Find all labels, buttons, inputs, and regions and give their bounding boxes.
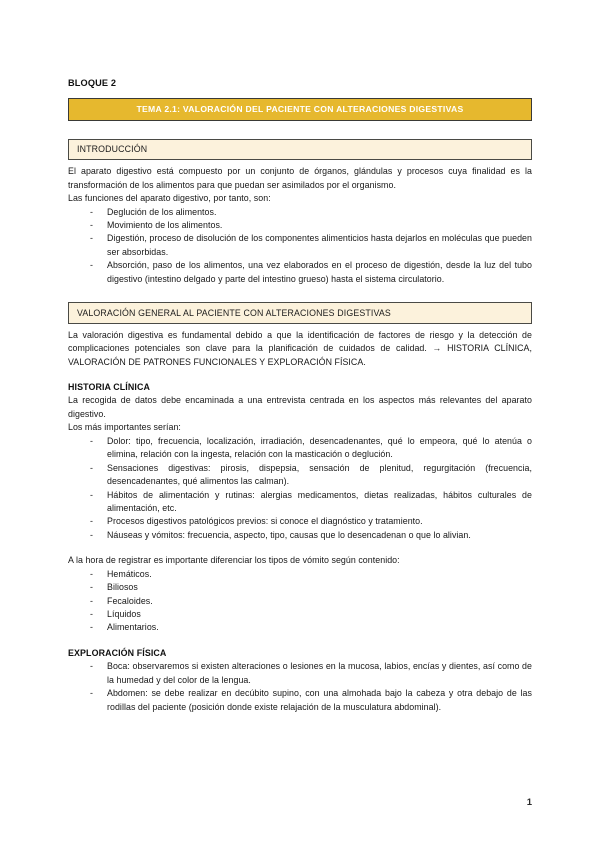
historia-clinica-paragraph-1: La recogida de datos debe encaminada a una entrevista centrada en los aspectos más relevantes del aparato digestivo.: [68, 395, 532, 419]
historia-clinica-list: [68, 435, 532, 543]
list-item: - Abdomen: se debe realizar en decúbito supino, con una almohada bajo la cabeza y otra debajo de las rodillas del paciente (posición donde existe relajación de la musculatura abdominal).: [68, 687, 532, 714]
list-item: - Líquidos: [68, 608, 532, 621]
heading-historia-clinica: HISTORIA CLÍNICA: [68, 382, 150, 393]
list-item: - Dolor: tipo, frecuencia, localización, irradiación, desencadenantes, qué lo empeora, qué lo atenúa o elimina, relación con la ingesta, relación con la masticación o deglución.: [68, 435, 532, 462]
list-item: - Sensaciones digestivas: pirosis, dispepsia, sensación de plenitud, regurgitación (frecuencia, desencadenantes, qué alimentos las calman).: [68, 462, 532, 489]
topic-title-banner: [68, 98, 532, 121]
spacer: [68, 369, 532, 381]
page-number: 1: [526, 797, 532, 808]
list-item: - Boca: observaremos si existen alteraciones o lesiones en la mucosa, labios, encías y dientes, así como de la humedad y del color de la lengua.: [68, 660, 532, 687]
vomitos-paragraph: A la hora de registrar es importante diferenciar los tipos de vómito según contenido:: [68, 555, 400, 566]
list-item: - Deglución de los alimentos.: [68, 206, 532, 219]
valoracion-general-paragraph: La valoración digestiva es fundamental debido a que la identificación de factores de riesgo y la detección de complicaciones potenciales son clave para la planificación de cuidados de calidad. → HISTORIA CLÍNICA, VALORACIÓN DE PATRONES FUNCIONALES Y EXPLORACIÓN FÍSICA.: [68, 329, 532, 367]
spacer: [68, 542, 532, 554]
list-item: - Movimiento de los alimentos.: [68, 219, 532, 232]
list-item: - Digestión, proceso de disolución de los componentes alimenticios hasta dejarlos en moléculas que pueden ser absorbidas.: [68, 232, 532, 259]
section-header-valoracion-general: [68, 302, 532, 324]
topic-title-text: TEMA 2.1: VALORACIÓN DEL PACIENTE CON ALTERACIONES DIGESTIVAS: [136, 104, 464, 114]
intro-functions-list: [68, 206, 532, 287]
list-item: - Biliosos: [68, 581, 532, 594]
exploracion-fisica-list: [68, 660, 532, 714]
section-header-valoracion-general-label: VALORACIÓN GENERAL AL PACIENTE CON ALTERACIONES DIGESTIVAS: [77, 307, 391, 318]
list-item: - Hemáticos.: [68, 568, 532, 581]
spacer: [68, 286, 532, 302]
intro-paragraph-1: El aparato digestivo está compuesto por un conjunto de órganos, glándulas y procesos cuya finalidad es la transformación de los alimentos para que puedan ser asimilados por el organismo.: [68, 166, 532, 190]
list-item: - Fecaloides.: [68, 595, 532, 608]
intro-paragraph-2: Las funciones del aparato digestivo, por tanto, son:: [68, 193, 271, 204]
section-header-introduccion: [68, 139, 532, 161]
list-item: - Procesos digestivos patológicos previos: si conoce el diagnóstico y tratamiento.: [68, 515, 532, 528]
historia-clinica-paragraph-2: Los más importantes serían:: [68, 422, 181, 433]
list-item: - Alimentarios.: [68, 621, 532, 634]
vomitos-types-list: [68, 568, 532, 635]
block-label: BLOQUE 2: [68, 78, 117, 88]
section-header-introduccion-label: INTRODUCCIÓN: [77, 144, 148, 155]
list-item: - Náuseas y vómitos: frecuencia, aspecto, tipo, causas que lo desencadenan o que lo alivian.: [68, 529, 532, 542]
heading-exploracion-fisica: EXPLORACIÓN FÍSICA: [68, 647, 167, 658]
spacer: [68, 635, 532, 647]
list-item: - Hábitos de alimentación y rutinas: alergias medicamentos, dietas realizadas, hábitos culturales de alimentación, etc.: [68, 489, 532, 516]
list-item: - Absorción, paso de los alimentos, una vez elaborados en el proceso de digestión, desde la luz del tubo digestivo (intestino delgado y parte del intestino grueso) hasta el sistema circulatorio.: [68, 259, 532, 286]
